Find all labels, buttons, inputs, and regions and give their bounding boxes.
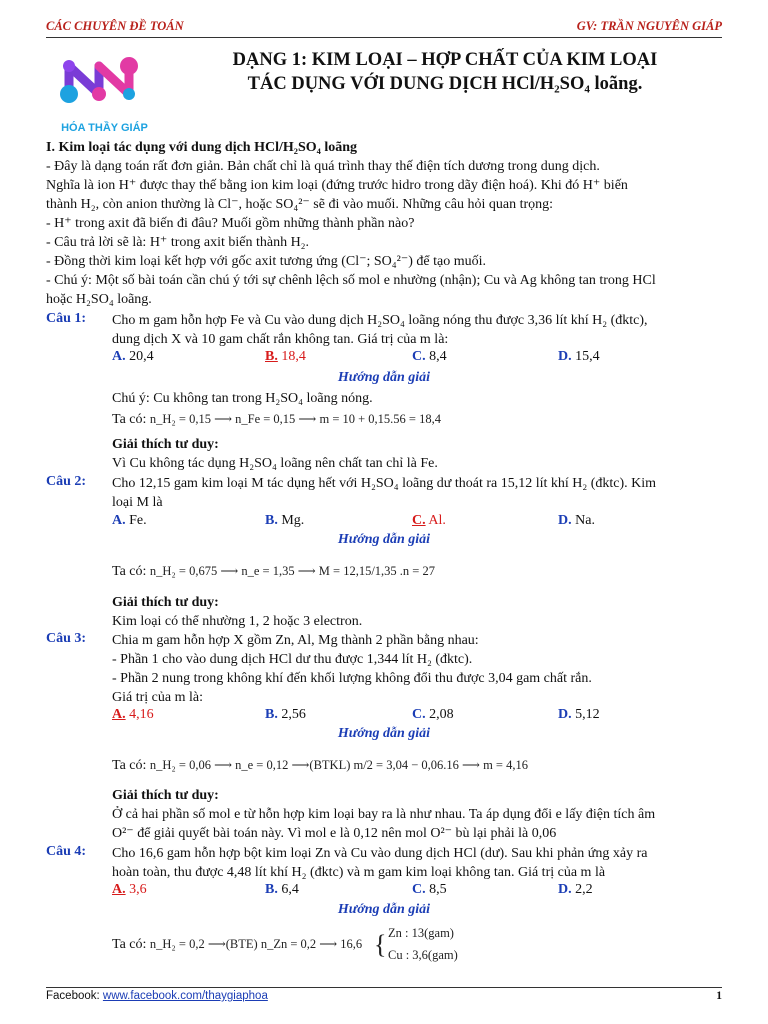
option-b: B. 2,56: [265, 707, 306, 722]
solution-heading: Hướng dẫn giải: [337, 902, 431, 917]
intro-line: - Đây là dạng toán rất đơn giản. Bản chất chỉ là quá trình thay thế điện tích dương trong dung dịch.: [46, 159, 600, 174]
page-footer: [46, 990, 722, 1002]
question-text: dung dịch X và 10 gam chất rắn không tan. Giá trị của m là:: [112, 332, 449, 347]
option-c: C. Al.: [412, 513, 446, 528]
explain-title: Giải thích tư duy:: [112, 595, 219, 610]
calc-case: Zn : 13(gam): [388, 926, 454, 940]
calc-line: Ta có: n_H₂ = 0,15 ⟶ n_Fe = 0,15 ⟶ m = 10 + 0,15.56 = 18,4: [112, 412, 441, 427]
title-line-2: TÁC DỤNG VỚI DUNG DỊCH HCl/H₂SO₄ loãng.: [247, 74, 643, 94]
brace-icon: {: [374, 930, 387, 959]
options-row: [112, 707, 722, 726]
option-a: A. 3,6: [112, 882, 147, 897]
solution-heading: Hướng dẫn giải: [337, 726, 431, 741]
header-right: GV: TRẦN NGUYÊN GIÁP: [576, 19, 722, 33]
explain-text: Kim loại có thể nhường 1, 2 hoặc 3 electron.: [112, 614, 363, 629]
question-text: Cho 16,6 gam hỗn hợp bột kim loại Zn và Cu vào dung dịch HCl (dư). Sau khi phản ứng xảy ra: [112, 846, 648, 861]
options-row: [112, 882, 722, 901]
option-d: D. 5,12: [558, 707, 600, 722]
option-a: A. Fe.: [112, 513, 147, 528]
logo: [47, 44, 162, 136]
page-number: 1: [716, 990, 722, 1002]
options-row: [112, 349, 722, 368]
option-c: C. 8,5: [412, 882, 447, 897]
intro-line: - Chú ý: Một số bài toán cần chú ý tới sự chênh lệch số mol e nhường (nhận); Cu và Ag không tan trong HCl: [46, 273, 656, 288]
question-label: Câu 4:: [46, 844, 87, 859]
question-text: - Phần 1 cho vào dung dịch HCl dư thu được 1,344 lít H₂ (đktc).: [112, 652, 473, 667]
calc-line: Ta có: n_H₂ = 0,675 ⟶ n_e = 1,35 ⟶ M = 12,15/1,35 .n = 27: [112, 564, 435, 579]
explain-title: Giải thích tư duy:: [112, 437, 219, 452]
options-row: [112, 513, 722, 532]
facebook-link[interactable]: www.facebook.com/thaygiaphoa: [102, 990, 268, 1002]
footer-divider: [46, 987, 722, 988]
option-b: B. 18,4: [265, 349, 306, 364]
question-text: - Phần 2 nung trong không khí đến khối lượng không đổi thu được 3,04 gam chất rắn.: [112, 671, 592, 686]
footer-label: Facebook:: [46, 990, 100, 1002]
option-d: D. 2,2: [558, 882, 593, 897]
header-left: CÁC CHUYÊN ĐỀ TOÁN: [46, 19, 184, 33]
logo-text: HÓA THẦY GIÁP: [61, 122, 148, 134]
option-b: B. 6,4: [265, 882, 299, 897]
solution-heading: Hướng dẫn giải: [337, 370, 431, 385]
question-text: Chia m gam hỗn hợp X gồm Zn, Al, Mg thành 2 phần bằng nhau:: [112, 633, 479, 648]
intro-line: thành H₂, còn anion thường là Cl⁻, hoặc SO₄²⁻ sẽ đi vào muối. Những câu hỏi quan trọng:: [46, 197, 554, 212]
page-header: [46, 19, 722, 37]
intro-line: hoặc H₂SO₄ loãng.: [46, 292, 152, 307]
option-c: C. 2,08: [412, 707, 454, 722]
option-d: D. 15,4: [558, 349, 600, 364]
intro-line: - Đồng thời kim loại kết hợp với gốc axit tương ứng (Cl⁻; SO₄²⁻) để tạo muối.: [46, 254, 486, 269]
option-d: D. Na.: [558, 513, 595, 528]
explain-title: Giải thích tư duy:: [112, 788, 219, 803]
option-c: C. 8,4: [412, 349, 447, 364]
explain-text: O²⁻ để giải quyết bài toán này. Vì mol e là 0,12 nên mol O²⁻ bù lại phải là 0,06: [112, 826, 557, 841]
question-text: Cho m gam hỗn hợp Fe và Cu vào dung dịch H₂SO₄ loãng nóng thu được 3,36 lít khí H₂ (đktc),: [112, 313, 648, 328]
question-text: hoàn toàn, thu được 4,48 lít khí H₂ (đktc) và m gam kim loại không tan. Giá trị của m là: [112, 865, 606, 880]
question-text: loại M là: [112, 495, 163, 510]
explain-text: Vì Cu không tác dụng H₂SO₄ loãng nên chất tan chỉ là Fe.: [112, 456, 438, 471]
option-b: B. Mg.: [265, 513, 305, 528]
option-a: A. 4,16: [112, 707, 154, 722]
calc-case: Cu : 3,6(gam): [388, 948, 458, 962]
question-label: Câu 1:: [46, 311, 87, 326]
section-heading: I. Kim loại tác dụng với dung dịch HCl/H₂SO₄ loãng: [46, 140, 357, 155]
calc-line: Ta có: n_H₂ = 0,2 ⟶(BTE) n_Zn = 0,2 ⟶ 16,6: [112, 937, 363, 952]
calc-line: Ta có: n_H₂ = 0,06 ⟶ n_e = 0,12 ⟶(BTKL) m/2 = 3,04 − 0,06.16 ⟶ m = 4,16: [112, 758, 528, 773]
question-label: Câu 2:: [46, 474, 87, 489]
option-a: A. 20,4: [112, 349, 154, 364]
explain-text: Ở cả hai phần số mol e từ hỗn hợp kim loại bay ra là như nhau. Ta áp dụng đổi e lấy điện tích âm: [112, 807, 656, 822]
intro-line: - Câu trả lời sẽ là: H⁺ trong axit biến thành H₂.: [46, 235, 310, 250]
solution-heading: Hướng dẫn giải: [337, 532, 431, 547]
header-divider: [46, 37, 722, 38]
title-line-1: DẠNG 1: KIM LOẠI – HỢP CHẤT CỦA KIM LOẠI: [232, 50, 658, 70]
question-text: Cho 12,15 gam kim loại M tác dụng hết với H₂SO₄ loãng dư thoát ra 15,12 lít khí H₂ (đktc). Kim: [112, 476, 657, 491]
question-label: Câu 3:: [46, 631, 87, 646]
logo-mark-icon: [47, 44, 162, 114]
question-text: Giá trị của m là:: [112, 690, 203, 705]
content: [46, 138, 722, 983]
intro-line: Nghĩa là ion H⁺ được thay thế bằng ion kim loại (đứng trước hidro trong dãy điện hoá). Khi đó H⁺ biến: [46, 178, 628, 193]
intro-line: - H⁺ trong axit đã biến đi đâu? Muối gồm những thành phần nào?: [46, 216, 415, 231]
note: Chú ý: Cu không tan trong H₂SO₄ loãng nóng.: [112, 391, 373, 406]
